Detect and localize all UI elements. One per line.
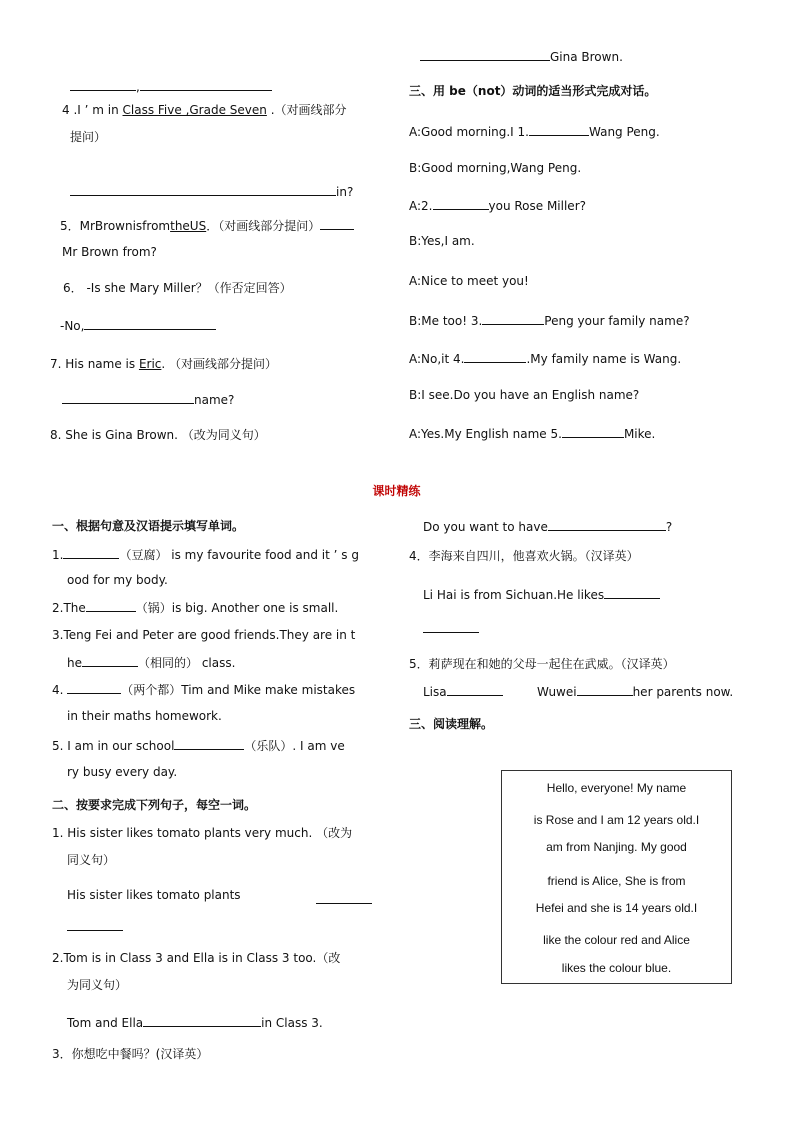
question-6: 6． -Is she Mary Miller？（作否定回答）	[63, 281, 292, 295]
exercise-4: 4. （两个都）Tim and Mike make mistakes	[52, 683, 356, 697]
exercise-1-wrap: ood for my body.	[67, 573, 168, 587]
exercise-1: 1. （豆腐） is my favourite food and it ’ s g	[52, 548, 359, 562]
question-4-answer: in?	[70, 183, 353, 200]
task-1-answer: His sister likes tomato plants	[67, 888, 241, 902]
task-1-answer-blank-a	[316, 891, 372, 908]
answer-blank[interactable]	[67, 681, 121, 694]
reading-line: is Rose and I am 12 years old.I	[533, 813, 700, 827]
answer-blank[interactable]	[423, 620, 479, 633]
question-7: 7. His name is Eric. （对画线部分提问）	[50, 357, 278, 371]
reading-line: Hello, everyone! My name	[546, 781, 687, 795]
task-5-answer: Lisa	[423, 683, 503, 700]
answer-blank[interactable]	[82, 654, 138, 667]
dialog-line: B:Me too! 3. Peng your family name?	[409, 314, 690, 328]
question-6-answer: -No,	[60, 317, 216, 334]
reading-line: Hefei and she is 14 years old.I	[535, 901, 698, 915]
task-3-answer: Do you want to have ?	[423, 520, 673, 534]
dialog-line: B:Yes,I am.	[409, 234, 475, 248]
question-8: 8. She is Gina Brown. （改为同义句）	[50, 428, 266, 442]
dialog-line: A:No,it 4. .My family name is Wang.	[409, 352, 682, 366]
task-2: 2.Tom is in Class 3 and Ella is in Class 3 too.（改	[52, 951, 341, 965]
exercise-3: 3.Teng Fei and Peter are good friends.They are in t	[52, 628, 356, 642]
answer-blank[interactable]	[140, 78, 272, 91]
exercise-3-wrap: he （相同的） class.	[67, 656, 236, 670]
dialog-line: A:2. you Rose Miller?	[409, 199, 586, 213]
task-1-wrap: 同义句）	[67, 853, 116, 867]
answer-blank[interactable]	[143, 1014, 261, 1027]
answer-blank[interactable]	[464, 350, 526, 363]
task-1: 1. His sister likes tomato plants very much. （改为	[52, 826, 353, 840]
q3-answer-line: ,	[70, 78, 272, 95]
section-3-title: 三、用 be（not）动词的适当形式完成对话。	[409, 84, 657, 98]
section-3-reading-title: 三、阅读理解。	[409, 717, 494, 731]
reading-line: like the colour red and Alice	[543, 933, 690, 947]
dialog-line: A:Nice to meet you!	[409, 274, 529, 288]
section-1-title: 一、根据句意及汉语提示填写单词。	[52, 519, 245, 533]
answer-blank[interactable]	[86, 599, 136, 612]
question-8-answer: Gina Brown.	[420, 48, 623, 65]
question-7-answer: name?	[62, 391, 234, 408]
answer-blank[interactable]	[174, 737, 244, 750]
task-4-answer-blank-b	[423, 620, 479, 637]
task-2-wrap: 为同义句）	[67, 978, 128, 992]
task-4-answer: Li Hai is from Sichuan.He likes	[423, 586, 660, 603]
answer-blank[interactable]	[320, 217, 354, 230]
exercise-5: 5. I am in our school （乐队）. I am ve	[52, 739, 345, 753]
answer-blank[interactable]	[67, 918, 123, 931]
reading-line: friend is Alice, She is from	[547, 874, 686, 888]
answer-blank[interactable]	[433, 197, 489, 210]
task-5-answer-b: Wuwei her parents now.	[537, 685, 734, 699]
answer-blank[interactable]	[529, 123, 589, 136]
dialog-line: A:Yes.My English name 5. Mike.	[409, 427, 656, 441]
answer-blank[interactable]	[562, 425, 624, 438]
dialog-line: B:I see.Do you have an English name?	[409, 388, 640, 402]
reading-line: likes the colour blue.	[561, 961, 672, 975]
dialog-line: B:Good morning,Wang Peng.	[409, 161, 582, 175]
reading-line: am from Nanjing. My good	[546, 840, 687, 854]
question-4: 4 .I ’ m in Class Five ,Grade Seven .（对画线部分	[62, 103, 347, 117]
answer-blank[interactable]	[70, 78, 136, 91]
task-2-answer: Tom and Ella in Class 3.	[67, 1016, 323, 1030]
answer-blank[interactable]	[604, 586, 660, 599]
answer-blank[interactable]	[577, 683, 633, 696]
task-4: 4．李海来自四川，他喜欢火锅。（汉译英）	[409, 549, 639, 563]
question-5-wrap: Mr Brown from?	[62, 245, 157, 259]
dialog-line: A:Good morning.I 1. Wang Peng.	[409, 125, 660, 139]
exercise-5-wrap: ry busy every day.	[67, 765, 178, 779]
answer-blank[interactable]	[447, 683, 503, 696]
answer-blank[interactable]	[316, 891, 372, 904]
exercise-2: 2.The （锅）is big. Another one is small.	[52, 601, 339, 615]
question-4-wrap: 提问）	[70, 130, 107, 144]
task-1-answer-blank-b	[67, 918, 123, 935]
practice-title: 课时精练	[372, 484, 421, 498]
answer-blank[interactable]	[62, 391, 194, 404]
answer-blank[interactable]	[482, 312, 544, 325]
task-3: 3．你想吃中餐吗？(汉译英）	[52, 1047, 209, 1061]
answer-blank[interactable]	[63, 546, 119, 559]
reading-passage-box	[501, 770, 732, 984]
answer-blank[interactable]	[84, 317, 216, 330]
answer-blank[interactable]	[70, 183, 336, 196]
exercise-4-wrap: in their maths homework.	[67, 709, 222, 723]
task-5: 5．莉萨现在和她的父母一起住在武威。（汉译英）	[409, 657, 675, 671]
answer-blank[interactable]	[548, 518, 666, 531]
section-2-title: 二、按要求完成下列句子，每空一词。	[52, 798, 257, 812]
answer-blank[interactable]	[420, 48, 550, 61]
question-5: 5．MrBrownisfromtheUS．（对画线部分提问）	[60, 217, 354, 234]
